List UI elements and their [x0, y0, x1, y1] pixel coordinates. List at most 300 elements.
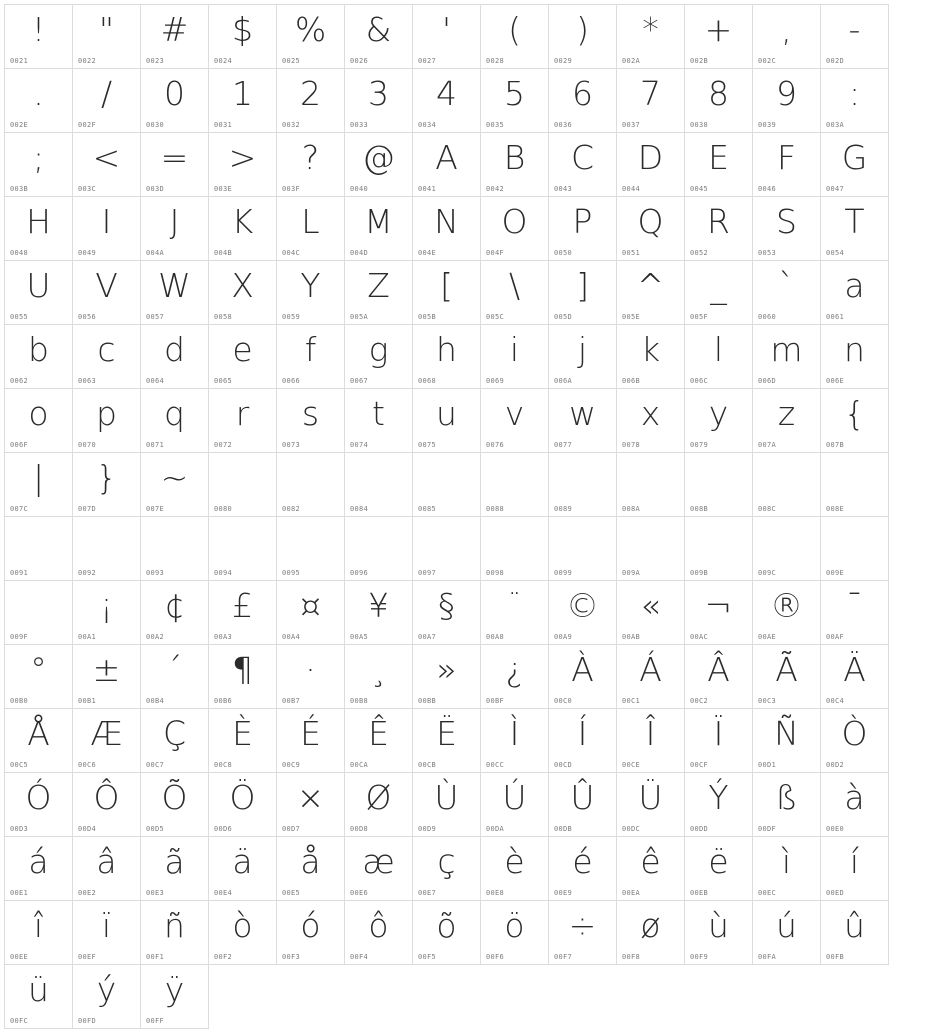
glyph-character: x [640, 394, 661, 433]
glyph-cell[interactable] [617, 261, 685, 325]
glyph-character: u [436, 394, 457, 433]
glyph-character: E [708, 138, 729, 177]
glyph-character: # [160, 10, 189, 49]
glyph-cell[interactable] [481, 645, 549, 709]
glyph-codepoint: 002B [690, 57, 709, 65]
glyph-cell[interactable] [549, 837, 617, 901]
glyph-cell[interactable] [617, 389, 685, 453]
glyph-cell[interactable] [617, 133, 685, 197]
glyph-character: + [704, 10, 733, 49]
glyph-cell[interactable] [821, 901, 889, 965]
glyph-cell[interactable] [277, 133, 345, 197]
glyph-cell[interactable] [685, 5, 753, 69]
glyph-cell[interactable] [821, 581, 889, 645]
glyph-cell[interactable] [481, 133, 549, 197]
glyph-cell[interactable] [209, 133, 277, 197]
glyph-cell[interactable] [753, 645, 821, 709]
glyph-cell[interactable] [617, 901, 685, 965]
glyph-character: m [770, 330, 803, 369]
glyph-cell[interactable] [209, 261, 277, 325]
glyph-cell[interactable] [413, 69, 481, 133]
glyph-cell[interactable] [481, 837, 549, 901]
glyph-cell[interactable] [345, 453, 413, 517]
glyph-cell[interactable] [481, 773, 549, 837]
glyph-cell[interactable] [5, 581, 73, 645]
glyph-cell[interactable] [549, 581, 617, 645]
glyph-cell[interactable] [209, 645, 277, 709]
glyph-cell[interactable] [753, 69, 821, 133]
glyph-cell[interactable] [141, 197, 209, 261]
glyph-codepoint: 00E3 [146, 889, 165, 897]
glyph-cell[interactable] [141, 581, 209, 645]
glyph-cell[interactable] [753, 773, 821, 837]
glyph-cell[interactable] [617, 709, 685, 773]
glyph-codepoint: 0082 [282, 505, 301, 513]
glyph-character [209, 519, 276, 565]
glyph-character: I [101, 202, 112, 241]
glyph-cell[interactable] [141, 837, 209, 901]
glyph-cell[interactable] [209, 5, 277, 69]
glyph-cell[interactable] [345, 773, 413, 837]
glyph-cell[interactable] [753, 389, 821, 453]
glyph-character: q [164, 394, 185, 433]
glyph-character: S [776, 202, 797, 241]
glyph-cell[interactable] [413, 261, 481, 325]
glyph-cell[interactable] [685, 325, 753, 389]
glyph-codepoint: 0099 [554, 569, 573, 577]
glyph-codepoint: 004C [282, 249, 301, 257]
glyph-cell[interactable] [821, 645, 889, 709]
glyph-cell[interactable] [141, 517, 209, 581]
glyph-character: ú [776, 906, 797, 945]
glyph-cell[interactable] [413, 325, 481, 389]
glyph-cell[interactable] [73, 389, 141, 453]
glyph-character: H [26, 202, 51, 241]
glyph-character: Y [300, 266, 321, 305]
glyph-codepoint: 00EB [690, 889, 709, 897]
glyph-cell[interactable] [5, 837, 73, 901]
glyph-character: Ù [434, 778, 459, 817]
glyph-cell[interactable] [73, 773, 141, 837]
glyph-codepoint: 0057 [146, 313, 165, 321]
glyph-codepoint: 00CB [418, 761, 437, 769]
glyph-character: ø [640, 906, 661, 945]
glyph-cell[interactable] [345, 901, 413, 965]
glyph-cell[interactable] [73, 965, 141, 1029]
glyph-cell[interactable] [821, 5, 889, 69]
glyph-codepoint: 0031 [214, 121, 233, 129]
glyph-character: Ä [843, 650, 866, 689]
glyph-cell[interactable] [685, 645, 753, 709]
glyph-cell[interactable] [209, 709, 277, 773]
glyph-cell[interactable] [209, 901, 277, 965]
glyph-cell[interactable] [821, 325, 889, 389]
glyph-codepoint: 0089 [554, 505, 573, 513]
glyph-cell[interactable] [617, 773, 685, 837]
glyph-character: è [504, 842, 525, 881]
glyph-cell[interactable] [5, 901, 73, 965]
glyph-cell[interactable] [141, 69, 209, 133]
glyph-cell[interactable] [73, 133, 141, 197]
glyph-character: ¶ [232, 650, 253, 689]
glyph-cell[interactable] [5, 325, 73, 389]
glyph-cell[interactable] [685, 197, 753, 261]
glyph-cell[interactable] [141, 325, 209, 389]
glyph-codepoint: 00A9 [554, 633, 573, 641]
glyph-cell[interactable] [277, 325, 345, 389]
glyph-cell[interactable] [481, 581, 549, 645]
glyph-cell[interactable] [209, 837, 277, 901]
glyph-cell[interactable] [821, 197, 889, 261]
glyph-cell[interactable] [685, 773, 753, 837]
glyph-character: Ê [368, 714, 389, 753]
glyph-cell[interactable] [549, 261, 617, 325]
glyph-cell[interactable] [73, 261, 141, 325]
glyph-codepoint: 009E [826, 569, 845, 577]
glyph-codepoint: 006D [758, 377, 777, 385]
glyph-cell[interactable] [277, 709, 345, 773]
glyph-cell[interactable] [549, 773, 617, 837]
glyph-cell[interactable] [685, 261, 753, 325]
glyph-cell[interactable] [73, 901, 141, 965]
glyph-cell[interactable] [549, 517, 617, 581]
glyph-character: L [301, 202, 320, 241]
glyph-cell[interactable] [753, 261, 821, 325]
glyph-cell[interactable] [345, 133, 413, 197]
glyph-cell[interactable] [277, 773, 345, 837]
glyph-character: ý [96, 970, 117, 1009]
glyph-cell[interactable] [277, 837, 345, 901]
glyph-character: / [100, 74, 113, 113]
glyph-cell[interactable] [753, 581, 821, 645]
glyph-cell[interactable] [73, 453, 141, 517]
glyph-codepoint: 00E7 [418, 889, 437, 897]
glyph-character: N [434, 202, 459, 241]
glyph-cell[interactable] [345, 261, 413, 325]
glyph-cell[interactable] [549, 901, 617, 965]
glyph-character: ô [368, 906, 389, 945]
glyph-cell[interactable] [209, 197, 277, 261]
glyph-cell[interactable] [481, 5, 549, 69]
glyph-cell[interactable] [277, 5, 345, 69]
glyph-cell[interactable] [141, 389, 209, 453]
glyph-cell[interactable] [5, 773, 73, 837]
glyph-codepoint: 0050 [554, 249, 573, 257]
glyph-cell[interactable] [5, 645, 73, 709]
glyph-character: Í [577, 714, 588, 753]
glyph-character: Å [27, 714, 50, 753]
glyph-cell[interactable] [821, 517, 889, 581]
glyph-cell[interactable] [277, 69, 345, 133]
glyph-character: ÿ [164, 970, 185, 1009]
glyph-cell[interactable] [617, 581, 685, 645]
glyph-cell[interactable] [345, 69, 413, 133]
glyph-cell[interactable] [73, 645, 141, 709]
glyph-character: Ü [638, 778, 663, 817]
glyph-cell[interactable] [277, 197, 345, 261]
glyph-cell[interactable] [617, 69, 685, 133]
glyph-cell[interactable] [277, 517, 345, 581]
glyph-cell[interactable] [753, 453, 821, 517]
glyph-character: . [33, 74, 44, 113]
glyph-codepoint: 00F7 [554, 953, 573, 961]
glyph-cell[interactable] [277, 453, 345, 517]
glyph-codepoint: 006A [554, 377, 573, 385]
glyph-cell[interactable] [413, 517, 481, 581]
glyph-codepoint: 005C [486, 313, 505, 321]
glyph-cell[interactable] [549, 645, 617, 709]
glyph-cell[interactable] [481, 901, 549, 965]
glyph-cell[interactable] [141, 901, 209, 965]
glyph-character [549, 455, 616, 501]
glyph-codepoint: 002C [758, 57, 777, 65]
glyph-cell[interactable] [549, 389, 617, 453]
glyph-cell[interactable] [73, 709, 141, 773]
glyph-cell[interactable] [481, 517, 549, 581]
glyph-cell[interactable] [5, 517, 73, 581]
glyph-cell[interactable] [481, 197, 549, 261]
glyph-codepoint: 00C4 [826, 697, 845, 705]
glyph-cell[interactable] [413, 453, 481, 517]
glyph-codepoint: 0079 [690, 441, 709, 449]
glyph-cell[interactable] [141, 453, 209, 517]
glyph-cell[interactable] [345, 581, 413, 645]
glyph-character: T [844, 202, 865, 241]
glyph-cell[interactable] [753, 709, 821, 773]
glyph-cell[interactable] [753, 837, 821, 901]
glyph-cell[interactable] [617, 453, 685, 517]
glyph-cell[interactable] [617, 325, 685, 389]
glyph-character: 7 [640, 74, 661, 113]
glyph-cell[interactable] [549, 197, 617, 261]
glyph-cell[interactable] [5, 389, 73, 453]
glyph-character: ù [708, 906, 729, 945]
glyph-cell[interactable] [5, 965, 73, 1029]
glyph-character: J [169, 202, 180, 241]
glyph-character: j [577, 330, 588, 369]
glyph-character: Ñ [774, 714, 799, 753]
glyph-character: Ì [509, 714, 520, 753]
glyph-character: Ô [93, 778, 120, 817]
glyph-cell[interactable] [345, 709, 413, 773]
glyph-codepoint: 0032 [282, 121, 301, 129]
glyph-character: Ú [502, 778, 527, 817]
glyph-codepoint: 00A7 [418, 633, 437, 641]
glyph-character: Ë [436, 714, 457, 753]
glyph-cell[interactable] [209, 773, 277, 837]
glyph-cell[interactable] [413, 197, 481, 261]
glyph-codepoint: 004A [146, 249, 165, 257]
glyph-cell[interactable] [413, 645, 481, 709]
glyph-character: : [848, 74, 861, 113]
glyph-cell[interactable] [549, 325, 617, 389]
glyph-cell[interactable] [617, 837, 685, 901]
glyph-character: × [296, 778, 325, 817]
glyph-cell[interactable] [821, 773, 889, 837]
glyph-cell[interactable] [209, 517, 277, 581]
glyph-cell[interactable] [73, 325, 141, 389]
glyph-codepoint: 00C9 [282, 761, 301, 769]
glyph-cell[interactable] [753, 133, 821, 197]
glyph-character: ß [775, 778, 798, 817]
glyph-cell[interactable] [685, 709, 753, 773]
glyph-cell[interactable] [685, 837, 753, 901]
glyph-cell[interactable] [209, 325, 277, 389]
glyph-cell[interactable] [345, 837, 413, 901]
glyph-cell[interactable] [277, 581, 345, 645]
glyph-cell[interactable] [73, 69, 141, 133]
glyph-cell[interactable] [277, 901, 345, 965]
glyph-cell[interactable] [481, 453, 549, 517]
glyph-codepoint: 006E [826, 377, 845, 385]
glyph-codepoint: 008E [826, 505, 845, 513]
glyph-cell[interactable] [617, 197, 685, 261]
glyph-codepoint: 0065 [214, 377, 233, 385]
glyph-cell[interactable] [481, 709, 549, 773]
glyph-cell[interactable] [821, 709, 889, 773]
glyph-cell[interactable] [5, 5, 73, 69]
glyph-cell[interactable] [617, 5, 685, 69]
glyph-character: ÷ [568, 906, 597, 945]
glyph-codepoint: 006F [10, 441, 29, 449]
glyph-cell[interactable] [685, 453, 753, 517]
glyph-cell[interactable] [413, 773, 481, 837]
glyph-cell[interactable] [753, 901, 821, 965]
glyph-cell[interactable] [753, 325, 821, 389]
glyph-cell[interactable] [617, 517, 685, 581]
glyph-cell[interactable] [753, 197, 821, 261]
glyph-codepoint: 0093 [146, 569, 165, 577]
glyph-cell[interactable] [549, 709, 617, 773]
glyph-codepoint: 002A [622, 57, 641, 65]
glyph-codepoint: 0054 [826, 249, 845, 257]
glyph-character: R [707, 202, 730, 241]
glyph-character: Á [639, 650, 662, 689]
glyph-cell[interactable] [141, 261, 209, 325]
glyph-cell[interactable] [345, 5, 413, 69]
glyph-cell[interactable] [481, 69, 549, 133]
glyph-cell[interactable] [5, 709, 73, 773]
glyph-cell[interactable] [685, 69, 753, 133]
glyph-cell[interactable] [685, 133, 753, 197]
glyph-cell[interactable] [685, 581, 753, 645]
glyph-cell[interactable] [141, 133, 209, 197]
glyph-character: ' [441, 10, 452, 49]
glyph-codepoint: 00DA [486, 825, 505, 833]
glyph-cell[interactable] [821, 453, 889, 517]
glyph-cell[interactable] [413, 5, 481, 69]
glyph-cell[interactable] [5, 69, 73, 133]
glyph-cell[interactable] [617, 645, 685, 709]
glyph-cell[interactable] [821, 261, 889, 325]
glyph-character: Q [637, 202, 664, 241]
glyph-character [277, 455, 344, 501]
glyph-cell[interactable] [73, 5, 141, 69]
glyph-cell[interactable] [73, 837, 141, 901]
glyph-character: · [305, 650, 316, 689]
glyph-cell[interactable] [209, 389, 277, 453]
glyph-character: ã [164, 842, 185, 881]
glyph-cell[interactable] [345, 197, 413, 261]
glyph-cell[interactable] [685, 389, 753, 453]
glyph-cell[interactable] [73, 197, 141, 261]
glyph-codepoint: 007A [758, 441, 777, 449]
glyph-cell[interactable] [345, 517, 413, 581]
glyph-codepoint: 00D1 [758, 761, 777, 769]
glyph-cell[interactable] [685, 517, 753, 581]
glyph-cell[interactable] [141, 965, 209, 1029]
glyph-codepoint: 0043 [554, 185, 573, 193]
glyph-cell[interactable] [209, 581, 277, 645]
glyph-cell[interactable] [345, 389, 413, 453]
glyph-cell[interactable] [141, 773, 209, 837]
glyph-cell[interactable] [141, 709, 209, 773]
glyph-codepoint: 00F5 [418, 953, 437, 961]
glyph-codepoint: 0091 [10, 569, 29, 577]
glyph-cell[interactable] [73, 517, 141, 581]
glyph-cell[interactable] [5, 197, 73, 261]
glyph-cell[interactable] [73, 581, 141, 645]
glyph-cell[interactable] [549, 453, 617, 517]
glyph-cell[interactable] [277, 389, 345, 453]
glyph-cell[interactable] [685, 901, 753, 965]
glyph-cell[interactable] [821, 389, 889, 453]
glyph-cell[interactable] [345, 645, 413, 709]
glyph-cell[interactable] [481, 261, 549, 325]
glyph-codepoint: 00B4 [146, 697, 165, 705]
glyph-cell[interactable] [481, 389, 549, 453]
glyph-character: ¤ [300, 586, 321, 625]
glyph-cell[interactable] [413, 581, 481, 645]
glyph-cell[interactable] [549, 69, 617, 133]
glyph-cell[interactable] [277, 645, 345, 709]
glyph-cell[interactable] [5, 133, 73, 197]
glyph-codepoint: 00C5 [10, 761, 29, 769]
glyph-character: Ý [708, 778, 729, 817]
glyph-cell[interactable] [209, 69, 277, 133]
glyph-character: D [637, 138, 664, 177]
glyph-cell[interactable] [753, 517, 821, 581]
glyph-cell[interactable] [821, 837, 889, 901]
glyph-character: ï [101, 906, 112, 945]
glyph-codepoint: 0040 [350, 185, 369, 193]
glyph-cell[interactable] [413, 709, 481, 773]
glyph-cell[interactable] [5, 261, 73, 325]
glyph-codepoint: 00D9 [418, 825, 437, 833]
glyph-cell[interactable] [753, 5, 821, 69]
glyph-codepoint: 00C8 [214, 761, 233, 769]
glyph-cell[interactable] [413, 389, 481, 453]
glyph-cell[interactable] [277, 261, 345, 325]
glyph-cell[interactable] [549, 5, 617, 69]
glyph-character: P [572, 202, 593, 241]
glyph-character [413, 519, 480, 565]
glyph-cell[interactable] [821, 69, 889, 133]
glyph-cell[interactable] [413, 133, 481, 197]
glyph-cell[interactable] [209, 453, 277, 517]
glyph-character: n [844, 330, 865, 369]
glyph-cell[interactable] [141, 645, 209, 709]
glyph-cell[interactable] [5, 453, 73, 517]
glyph-cell[interactable] [345, 325, 413, 389]
glyph-cell[interactable] [821, 133, 889, 197]
glyph-codepoint: 00B8 [350, 697, 369, 705]
glyph-cell[interactable] [413, 837, 481, 901]
glyph-cell[interactable] [549, 133, 617, 197]
glyph-cell[interactable] [413, 901, 481, 965]
glyph-cell[interactable] [481, 325, 549, 389]
glyph-cell[interactable] [141, 5, 209, 69]
